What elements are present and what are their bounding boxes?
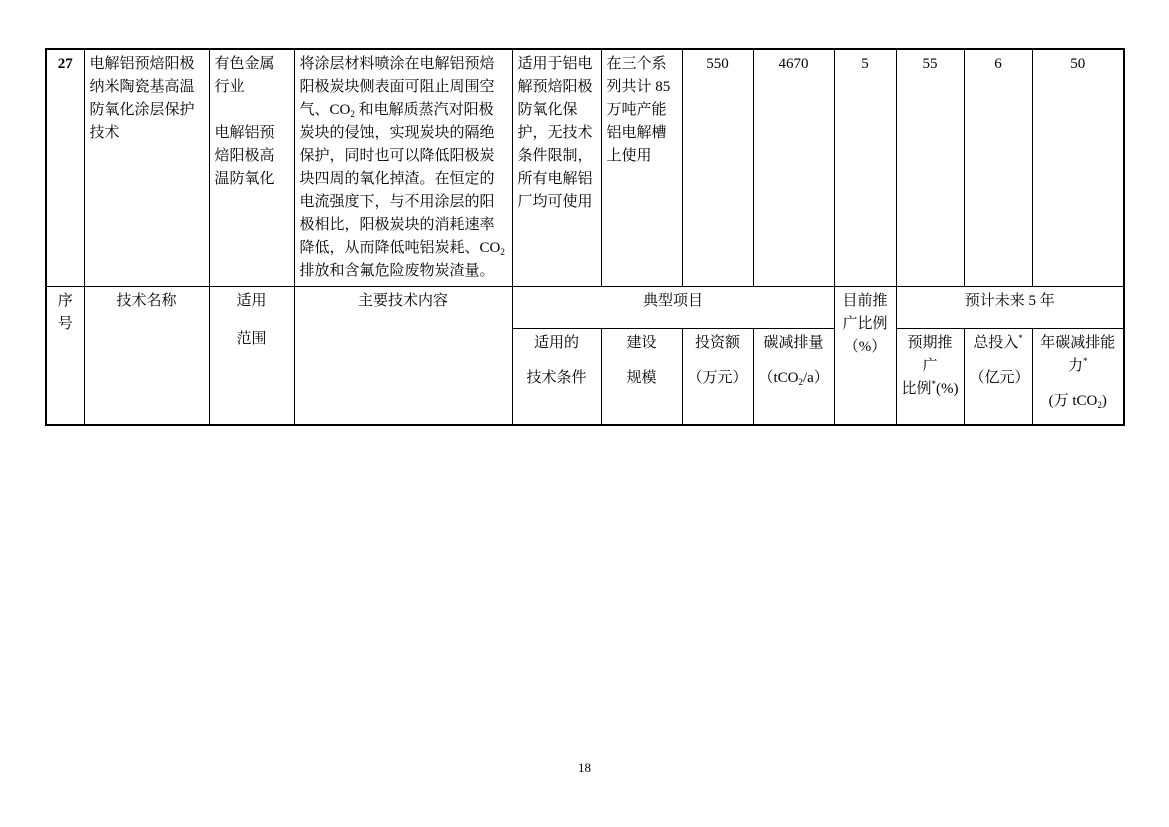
header-typical-project: 典型项目 [512, 287, 834, 329]
cell-applicable-scope [209, 49, 294, 287]
scope-paragraph-1: 有色金属行业 [214, 56, 275, 95]
header-next-5-years: 预计未来 5 年 [896, 287, 1124, 329]
co2-subscript: 2 [350, 109, 355, 119]
cell-total-investment: 6 [964, 49, 1032, 287]
page-number: 18 [578, 760, 591, 775]
footnote-marker: * [1083, 356, 1088, 366]
cell-applicable-conditions: 适用于铝电解预焙阳极防氧化保护，无技术条件限制，所有电解铝厂均可使用 [512, 49, 601, 287]
low-carbon-tech-table [45, 48, 1125, 426]
header-annual-reduction-capacity: 年碳减排能力* (万 tCO$_2$) [1032, 329, 1124, 425]
header-row-top [46, 287, 1124, 329]
header-applicable-scope: 适用 范围 [209, 287, 294, 425]
header-seq: 序号 [46, 287, 84, 425]
header-construction-scale: 建设 规模 [601, 329, 682, 425]
header-tech-name: 技术名称 [84, 287, 209, 425]
footnote-marker: * [1018, 333, 1023, 343]
co2-subscript: 2 [1097, 400, 1102, 410]
header-main-tech-content: 主要技术内容 [294, 287, 512, 425]
header-current-promotion-ratio: 目前推 广比例 （%） [834, 287, 896, 425]
content-text: 和电解质蒸汽对阳极炭块的侵蚀，实现炭块的隔绝保护，同时也可以降低阳极炭块四周的氧化掉渣。在恒定的电流强度下，与不用涂层的阳极相比，阳极炭块的消耗速率降低，从而降低吨铝炭耗、CO [299, 102, 501, 256]
header-applicable-conditions: 适用的 技术条件 [512, 329, 601, 425]
scope-paragraph-2: 电解铝预焙阳极高温防氧化 [214, 125, 275, 187]
cell-expected-promotion-ratio: 55 [896, 49, 964, 287]
header-total-investment: 总投入* （亿元） [964, 329, 1032, 425]
content-text: 将涂层材料喷涂在电解铝预焙阳极炭块侧表面可阻止周围空气、CO [299, 56, 495, 118]
cell-annual-reduction-capacity: 50 [1032, 49, 1124, 287]
cell-current-promotion-ratio: 5 [834, 49, 896, 287]
co2-subscript: 2 [798, 377, 804, 387]
header-expected-promotion-ratio: 预期推广 比例*(%) [896, 329, 964, 425]
header-carbon-reduction: 碳减排量 （tCO$_2$/a） [753, 329, 834, 425]
header-investment: 投资额 （万元） [682, 329, 753, 425]
cell-seq-number: 27 [46, 49, 84, 287]
cell-investment: 550 [682, 49, 753, 287]
cell-construction-scale: 在三个系列共计 85 万吨产能铝电解槽上使用 [601, 49, 682, 287]
co2-subscript: 2 [500, 247, 505, 257]
cell-carbon-reduction: 4670 [753, 49, 834, 287]
footnote-marker: * [931, 379, 937, 389]
cell-main-tech-content [294, 49, 512, 287]
table-row [46, 49, 1124, 287]
content-text: 排放和含氟危险废物炭渣量。 [299, 263, 495, 279]
cell-tech-name: 电解铝预焙阳极纳米陶瓷基高温防氧化涂层保护技术 [84, 49, 209, 287]
